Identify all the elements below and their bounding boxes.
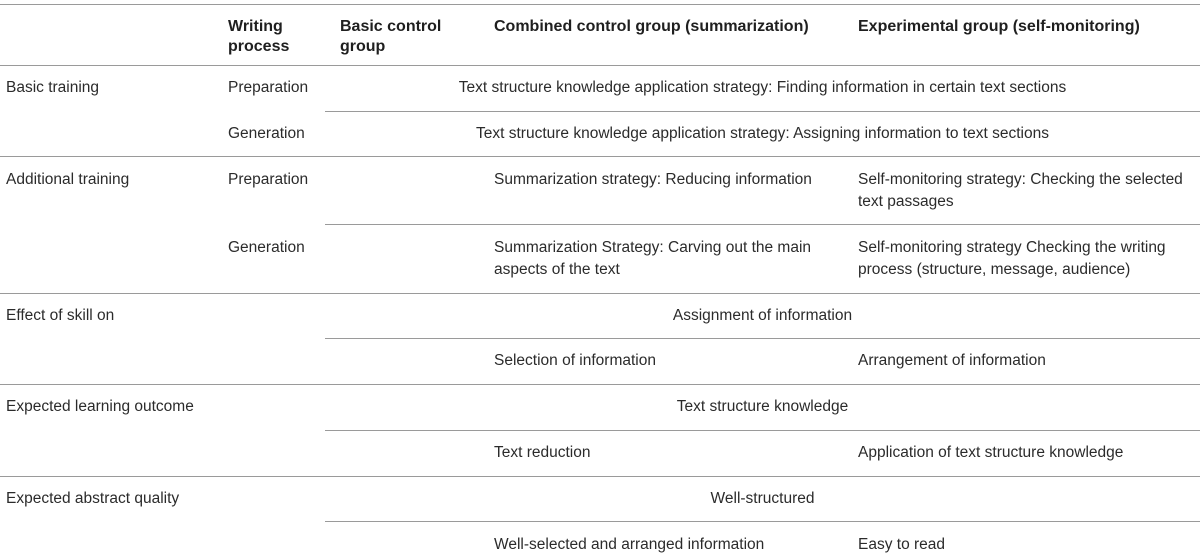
row-label-learning-outcome: Expected learning outcome — [6, 398, 194, 415]
quality-all-groups: Well-structured — [710, 490, 815, 507]
row-rule — [325, 224, 1200, 225]
row-rule — [325, 521, 1200, 522]
row-rule — [0, 384, 1200, 385]
header-combined-control-group: Combined control group (summarization) — [494, 18, 809, 35]
row-rule — [0, 476, 1200, 477]
process-generation: Generation — [228, 239, 305, 256]
quality-combined: Well-selected and arranged information — [494, 536, 765, 553]
row-label-effect-of-skill: Effect of skill on — [6, 307, 115, 324]
row-label-abstract-quality: Expected abstract quality — [6, 490, 180, 507]
combined-preparation-strategy: Summarization strategy: Reducing information — [494, 171, 812, 188]
quality-experimental: Easy to read — [858, 536, 946, 553]
process-generation: Generation — [228, 125, 305, 142]
experimental-generation-strategy: Self-monitoring strategy Checking the writing process (structure, message, audience) — [858, 239, 1166, 278]
row-rule — [325, 111, 1200, 112]
outcome-combined: Text reduction — [494, 444, 591, 461]
process-preparation: Preparation — [228, 171, 309, 188]
combined-generation-strategy: Summarization Strategy: Carving out the main aspects of the text — [494, 239, 812, 278]
outcome-all-groups: Text structure knowledge — [676, 398, 849, 415]
row-rule — [0, 293, 1200, 294]
row-rule — [0, 156, 1200, 157]
process-preparation: Preparation — [228, 79, 309, 96]
experimental-preparation-strategy: Self-monitoring strategy: Checking the selected text passages — [858, 171, 1183, 210]
basic-training-generation-strategy: Text structure knowledge application strategy: Assigning information to text sections — [476, 125, 1049, 142]
row-rule — [325, 430, 1200, 431]
basic-training-preparation-strategy: Text structure knowledge application strategy: Finding information in certain text sections — [458, 79, 1067, 96]
effect-combined: Selection of information — [494, 352, 656, 369]
row-rule — [325, 338, 1200, 339]
effect-experimental: Arrangement of information — [858, 352, 1046, 369]
row-label-basic-training: Basic training — [6, 79, 100, 96]
header-rule — [0, 65, 1200, 66]
header-basic-control-group: Basic control group — [340, 18, 442, 55]
header-experimental-group: Experimental group (self-monitoring) — [858, 18, 1140, 35]
header-writing-process: Writing process — [228, 18, 290, 55]
outcome-experimental: Application of text structure knowledge — [858, 444, 1124, 461]
row-label-additional-training: Additional training — [6, 171, 130, 188]
table-top-rule — [0, 4, 1200, 5]
effect-all-groups: Assignment of information — [672, 307, 853, 324]
